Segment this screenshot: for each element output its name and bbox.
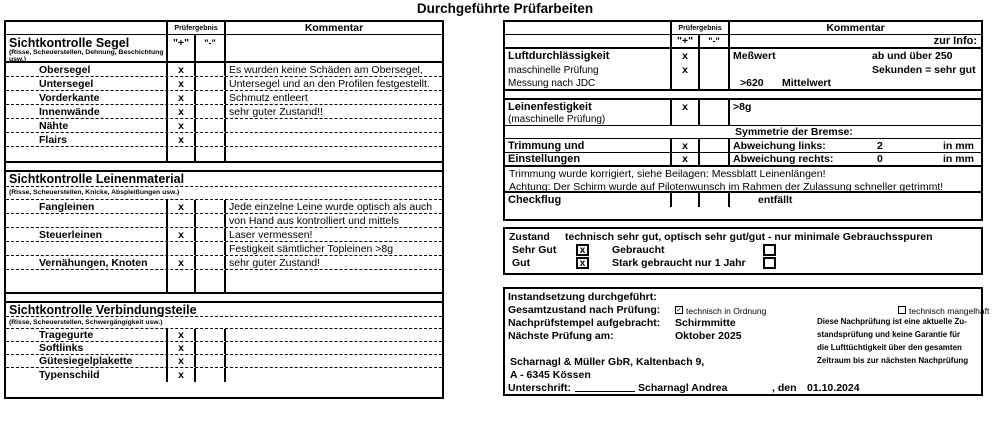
checkbox-technisch-in-ordnung: ✓ [676, 307, 682, 314]
condition-option-row: Sehr Gut x Gebraucht [505, 244, 981, 257]
comment-cell: Festigkeit sämtlicher Topleinen >8g [229, 242, 394, 255]
result-minus-cell [196, 91, 226, 104]
result-minus-cell [196, 214, 226, 227]
table-row: Vorderkante x Schmutz entleert [6, 91, 442, 105]
result-plus-cell: x [670, 63, 700, 77]
disclaimer-line: Diese Nachprüfung ist eine aktuelle Zu- [817, 317, 967, 326]
condition-summary-row [505, 231, 981, 244]
trim-notes [505, 167, 981, 193]
result-plus-cell: x [166, 200, 196, 213]
signature-name: Scharnagl Andrea [638, 382, 728, 394]
result-minus-cell [196, 342, 226, 354]
result-plus-cell: x [670, 49, 700, 63]
disclaimer-line: Zeitraum bis zur nächsten Nachprüfung [817, 356, 969, 365]
info-header: zur Info: [933, 35, 977, 47]
deviation-value: 0 [877, 153, 883, 165]
overall-condition-row: Gesamtzustand nach Prüfung: ✓ technisch in Ordnung technisch mangelhaft [508, 304, 990, 316]
table-header-row2 [505, 35, 981, 49]
result-plus-cell: x [166, 133, 196, 146]
company-name: Scharnagl & Müller GbR, Kaltenbach 9, [510, 356, 705, 368]
empty-row [6, 147, 442, 163]
table-row: Obersegel x Es wurden keine Schäden am Obersegel, [6, 63, 442, 77]
table-row: Innenwände x sehr guter Zustand!! [6, 105, 442, 119]
value-label: Mittelwert [782, 77, 832, 89]
certification-box [503, 287, 990, 396]
table-row: Tragegurte x [6, 329, 442, 342]
info-text: ab und über 250 [872, 50, 953, 62]
result-plus-cell: x [166, 105, 196, 118]
check-flight-row: Checkflug entfällt [508, 194, 793, 206]
deviation-unit: in mm [943, 153, 974, 165]
result-minus-cell [196, 355, 226, 367]
section-separator [6, 163, 442, 172]
table-row: Untersegel x Untersegel und an den Profilen festgestellt. [6, 77, 442, 91]
deviation-label: Abweichung rechts: [733, 153, 834, 165]
result-minus-cell [196, 242, 226, 255]
comment-cell [226, 342, 442, 354]
section-title: Sichtkontrolle Verbindungsteile [6, 303, 442, 317]
measured-value: >620 [740, 77, 764, 89]
comment-cell [226, 329, 442, 341]
signature-date: 01.10.2024 [807, 382, 860, 394]
checkbox-sehr-gut: x [576, 244, 589, 256]
comment-cell: sehr guter Zustand! [229, 256, 321, 269]
comment-cell [226, 355, 442, 367]
result-minus-cell [196, 77, 226, 90]
result-minus-cell [196, 105, 226, 118]
comment-cell [226, 133, 442, 146]
comment-cell: entfällt [758, 194, 793, 206]
plus-column-header: "+" [670, 35, 700, 47]
comment-cell: Laser vermessen! [229, 228, 313, 241]
result-plus-cell: x [166, 329, 196, 341]
result-minus-cell [196, 200, 226, 213]
company-row2 [505, 369, 981, 382]
disclaimer-line: die Lufttüchtigkeit über den gesamten [817, 343, 962, 352]
comment-cell: Untersegel und an den Profilen festgestellt. [229, 77, 430, 90]
result-plus-cell: x [166, 228, 196, 241]
section-header-segel [6, 35, 442, 63]
result-plus-cell: x [166, 119, 196, 132]
result-header: Prüfergebnis [166, 22, 226, 34]
table-row [6, 214, 442, 228]
note-line: Trimmung wurde korrigiert, siehe Beilagen: Messblatt Leinenlängen! [509, 168, 826, 180]
result-plus-cell: x [166, 355, 196, 367]
brake-symmetry-row: Symmetrie der Bremse: [505, 126, 981, 139]
result-plus-cell: x [670, 100, 700, 113]
result-plus-cell: x [166, 77, 196, 90]
page-title: Durchgeführte Prüfarbeiten [416, 1, 594, 16]
next-inspection-value: Oktober 2025 [675, 330, 742, 342]
result-minus-cell [196, 329, 226, 341]
section-header-verbindungsteile [6, 303, 442, 329]
minus-column-header: "-" [196, 35, 226, 50]
table-row: Gütesiegelplakette x [6, 355, 442, 368]
visual-inspection-table [4, 20, 444, 399]
result-plus-cell: x [166, 91, 196, 104]
table-header-row [505, 22, 981, 35]
result-header: Prüfergebnis [670, 22, 730, 34]
comment-cell [226, 119, 442, 132]
table-row: Vernähungen, Knoten x sehr guter Zustand! [6, 256, 442, 270]
section-header-leinenmaterial [6, 172, 442, 200]
result-minus-cell [196, 228, 226, 241]
measurement-table [503, 20, 983, 221]
result-plus-cell: x [166, 256, 196, 269]
deviation-value: 2 [877, 139, 883, 152]
table-row: Fangleinen x Jede einzelne Leine wurde optisch als auch [6, 200, 442, 214]
table-row [6, 242, 442, 256]
repair-row: Instandsetzung durchgeführt: [508, 291, 657, 303]
air-permeability-block: Luftdurchlässigkeit x Meßwert ab und über 250 maschinelle Prüfung x Sekunden = sehr gut Messung nach JDC >620 Mittelwert [505, 49, 981, 91]
section-separator [6, 294, 442, 303]
result-minus-cell [196, 368, 226, 382]
note-line: Achtung: Der Schirm wurde auf Pilotenwunsch im Rahmen der Zulassung schneller getrimmt! [509, 180, 944, 193]
section-subtitle: (Risse, Scheuerstellen, Schwergängigkeit usw.) [6, 317, 442, 329]
comment-cell: Jede einzelne Leine wurde optisch als auch [229, 200, 433, 213]
table-header-row [6, 22, 442, 35]
comment-cell [226, 368, 442, 382]
table-row: Steuerleinen x Laser vermessen! [6, 228, 442, 242]
comment-cell: >8g [733, 100, 752, 113]
disclaimer-line: standsprüfung und keine Garantie für [817, 330, 961, 339]
signature-line [575, 391, 635, 392]
measurement-label: Meßwert [733, 50, 776, 62]
next-inspection-row: Nächste Prüfung am: Oktober 2025 standsprüfung und keine Garantie für [508, 330, 961, 342]
table-row: Nähte x [6, 119, 442, 133]
section-subtitle: (Risse, Scheuerstellen, Dehnung, Beschichtung usw.) [9, 48, 164, 63]
company-address: A - 6345 Kössen [510, 369, 591, 381]
minus-column-header: "-" [700, 35, 730, 47]
condition-box [503, 227, 983, 275]
result-plus-cell: x [166, 63, 196, 76]
section-separator [505, 91, 981, 100]
result-plus-cell: x [166, 342, 196, 354]
trim-block: Trimmung und x Abweichung links: 2 in mm Einstellungen x Abweichung rechts: 0 in mm [505, 139, 981, 167]
result-minus-cell [196, 119, 226, 132]
checkbox-stark-gebraucht [763, 257, 776, 269]
result-plus-cell: x [670, 139, 700, 152]
plus-column-header: "+" [166, 35, 196, 50]
line-strength-block: Leinenfestigkeit x >8g (maschinelle Prüfung) [505, 100, 981, 126]
signature-row: Unterschrift: Scharnagl Andrea , den 01.10.2024 [508, 382, 860, 394]
condition-text: technisch sehr gut, optisch sehr gut/gut - nur minimale Gebrauchsspuren [565, 231, 933, 243]
result-minus-cell [196, 133, 226, 146]
section-subtitle: (Risse, Scheuerstellen, Knicke, Abspleißungen usw.) [6, 187, 442, 200]
result-plus-cell [166, 242, 196, 255]
section-title: Sichtkontrolle Segel [9, 35, 130, 50]
section-title: Sichtkontrolle Leinenmaterial [6, 172, 442, 187]
comment-cell: Schmutz entleert [229, 91, 308, 104]
comment-header: Kommentar [826, 22, 885, 34]
result-plus-cell: x [670, 153, 700, 165]
checkbox-gebraucht [763, 244, 776, 256]
comment-cell: von Hand aus kontrolliert und mittels [229, 214, 399, 227]
checkbox-gut: x [576, 257, 589, 269]
company-row [505, 356, 981, 369]
result-plus-cell: x [166, 368, 196, 382]
condition-option-row: Gut x Stark gebraucht nur 1 Jahr [505, 257, 981, 270]
info-text: Sekunden = sehr gut [872, 64, 976, 76]
deviation-unit: in mm [943, 139, 974, 152]
empty-row [6, 270, 442, 294]
deviation-label: Abweichung links: [733, 139, 826, 152]
table-row: Typenschild x [6, 368, 442, 382]
table-row: Softlinks x [6, 342, 442, 355]
condition-label: Zustand [509, 231, 550, 243]
table-row: Flairs x [6, 133, 442, 147]
result-minus-cell [196, 256, 226, 269]
result-plus-cell [166, 214, 196, 227]
stamp-row: Nachprüfstempel aufgebracht: Schirmmitte Diese Nachprüfung ist eine aktuelle Zu- [508, 317, 967, 329]
checkbox-technisch-mangelhaft [898, 306, 906, 314]
comment-cell: Es wurden keine Schäden am Obersegel, [229, 63, 423, 76]
comment-cell: sehr guter Zustand!! [229, 105, 323, 118]
stamp-value: Schirmmitte [675, 317, 736, 329]
result-minus-cell [196, 63, 226, 76]
comment-header: Kommentar [304, 22, 364, 34]
